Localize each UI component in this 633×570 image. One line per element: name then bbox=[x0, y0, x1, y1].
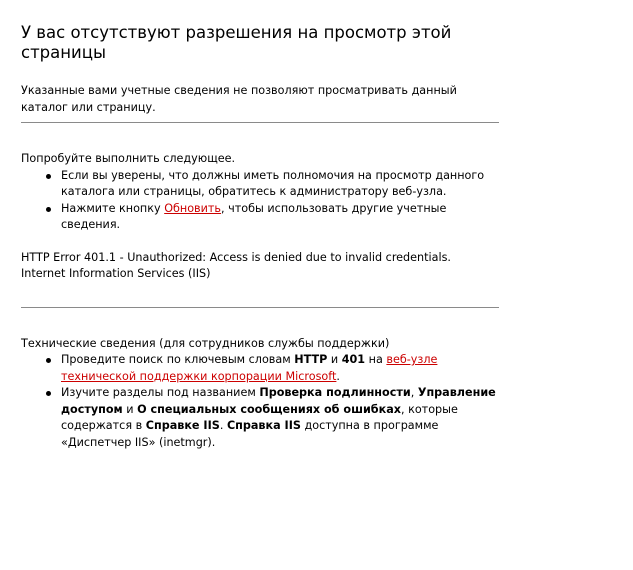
contact-admin-text: Если вы уверены, что должны иметь полномочия на просмотр данного каталога или страницы, обратитесь к администратору веб-узла. bbox=[61, 168, 485, 198]
list-item bbox=[21, 168, 499, 201]
bullet-icon bbox=[46, 391, 51, 396]
and-text: и bbox=[327, 353, 342, 366]
error-page bbox=[21, 23, 499, 451]
topic-access-control: Управление доступом bbox=[61, 386, 496, 416]
refresh-text-before: Нажмите кнопку bbox=[61, 201, 165, 215]
try-heading: Попробуйте выполнить следующее. bbox=[21, 152, 236, 165]
keyword-401: 401 bbox=[341, 353, 366, 366]
iis-help-2: Справка IIS bbox=[226, 419, 301, 432]
bullet-icon bbox=[46, 174, 51, 179]
topics-text: Изучите разделы под названием bbox=[61, 386, 260, 399]
iis-help: Справке IIS bbox=[145, 419, 220, 432]
and-text: и bbox=[122, 402, 138, 416]
server-name: Internet Information Services (IIS) bbox=[21, 267, 211, 280]
on-text: на bbox=[365, 353, 387, 366]
intro-text: Указанные вами учетные сведения не позволяют просматривать данный каталог или страницу. bbox=[21, 84, 457, 114]
error-message: HTTP Error 401.1 - Unauthorized: Access is denied due to invalid credentials. bbox=[21, 250, 451, 264]
error-block bbox=[21, 250, 499, 283]
search-text: Проведите поиск по ключевым словам bbox=[61, 353, 295, 366]
try-list bbox=[21, 168, 499, 234]
microsoft-support-link[interactable]: веб-узле технической поддержки корпорации Microsoft bbox=[61, 353, 438, 383]
tech-list bbox=[21, 352, 499, 451]
topic-custom-errors: О специальных сообщениях об ошибках bbox=[137, 402, 401, 416]
list-item bbox=[21, 385, 499, 451]
topics-after-text: доступна в программе «Диспетчер IIS» (inetmgr). bbox=[61, 419, 439, 449]
topics-mid-text: , которые содержатся в bbox=[61, 402, 458, 432]
comma: , bbox=[410, 386, 418, 399]
period: . bbox=[219, 419, 227, 432]
refresh-link[interactable]: Обновить bbox=[164, 201, 222, 215]
topic-authentication: Проверка подлинности bbox=[259, 386, 411, 399]
period: . bbox=[336, 369, 340, 383]
bullet-icon bbox=[46, 207, 51, 212]
tech-heading: Технические сведения (для сотрудников службы поддержки) bbox=[21, 336, 390, 350]
divider bbox=[21, 307, 499, 308]
keyword-http: HTTP bbox=[294, 353, 328, 366]
bullet-icon bbox=[46, 358, 51, 363]
page-title: У вас отсутствуют разрешения на просмотр этой страницы bbox=[21, 23, 452, 62]
refresh-text-after: , чтобы использовать другие учетные сведения. bbox=[61, 201, 447, 231]
divider bbox=[21, 122, 499, 123]
list-item bbox=[21, 352, 499, 385]
list-item bbox=[21, 201, 499, 234]
